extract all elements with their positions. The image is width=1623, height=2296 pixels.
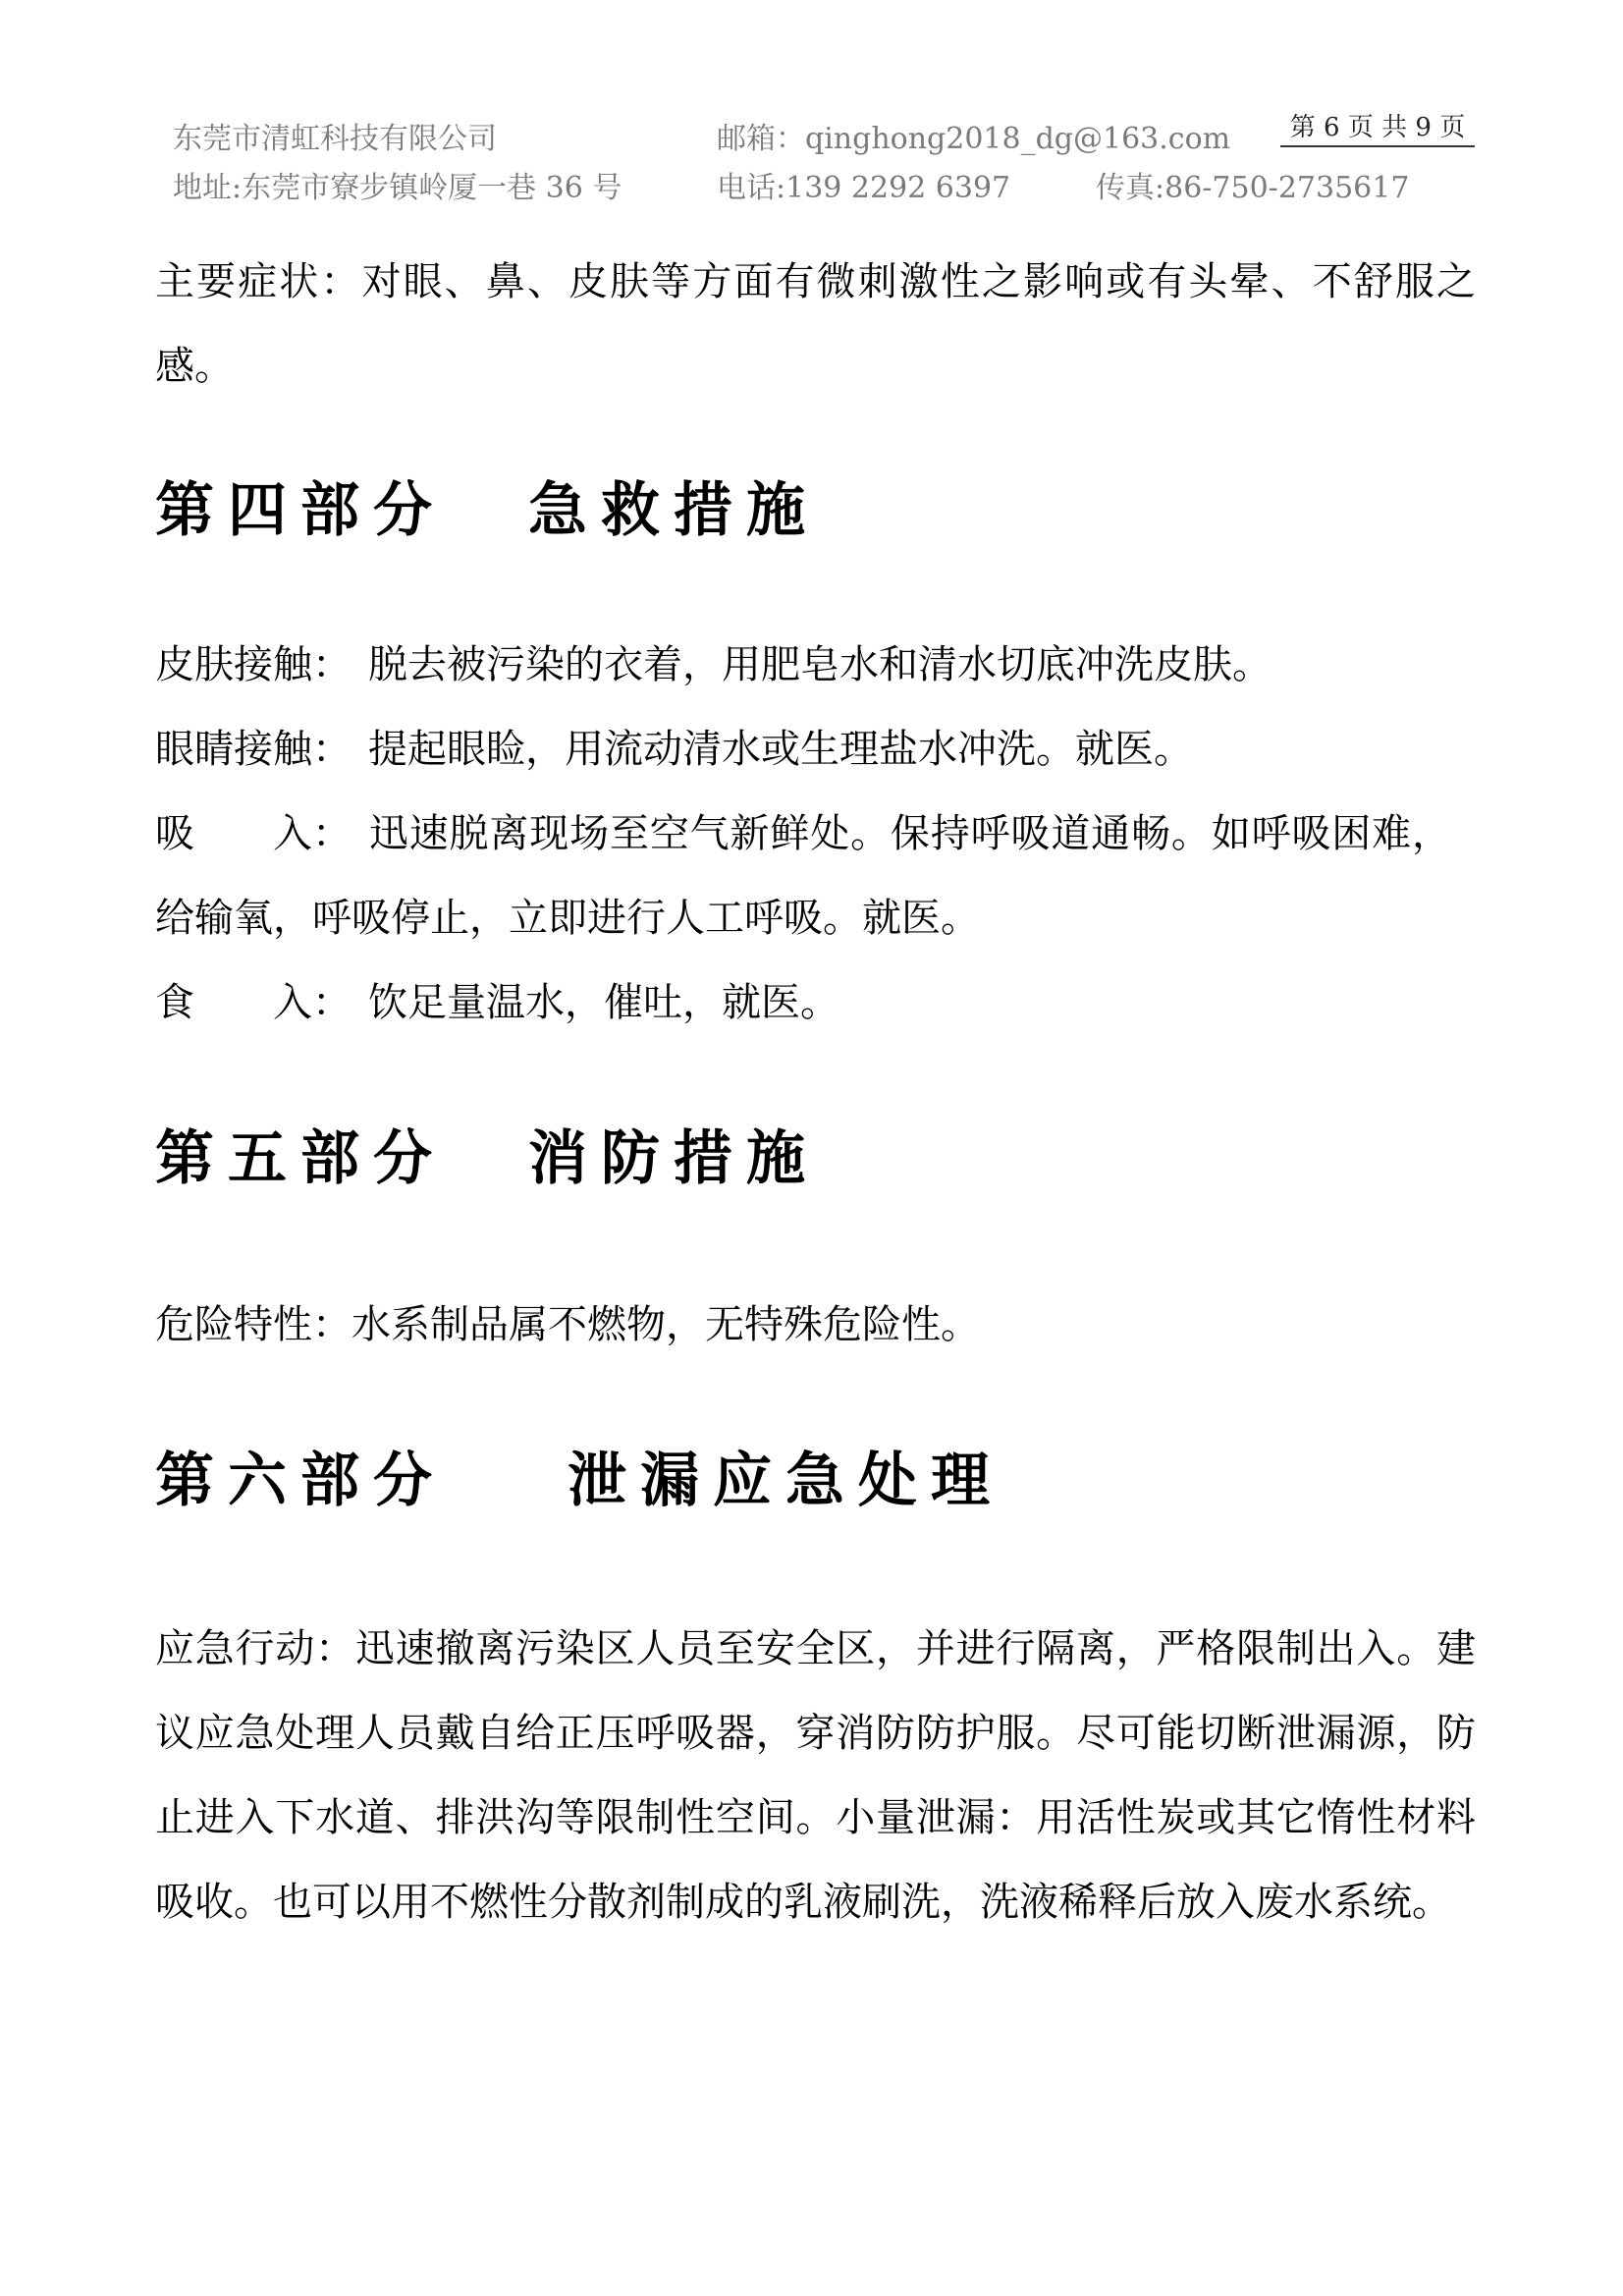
skin-label: 皮肤接触：: [155, 642, 352, 687]
page-number: 第 6 页 共 9 页: [1280, 110, 1475, 147]
ingest-label: 食 入：: [155, 980, 352, 1025]
section6-number: 第六部分: [155, 1447, 446, 1515]
action-text: 迅速撤离污染区人员至安全区，并进行隔离，严格限制出入。建议应急处理人员戴自给正压呼吸器，穿消防防护服。尽可能切断泄漏源，防止进入下水道、排洪沟等限制性空间。小量泄漏：用活性炭或其它惰性材料吸收。也可以用不燃性分散剂制成的乳液刷洗，洗液稀释后放入废水系统。: [155, 1626, 1476, 1925]
inhale-label: 吸 入：: [155, 811, 352, 856]
skin-text: 脱去被污染的衣着，用肥皂水和清水切底冲洗皮肤。: [368, 642, 1271, 687]
section4-heading: [155, 471, 819, 550]
first-aid-skin: [155, 623, 1271, 707]
action-label: 应急行动：: [155, 1626, 355, 1671]
section6-title: 泄漏应急处理: [568, 1447, 1003, 1515]
section5-title: 消防措施: [528, 1124, 819, 1193]
header-email: 邮箱：qinghong2018_dg@163.com: [717, 122, 1231, 156]
header-fax: 传真:86-750-2735617: [1096, 171, 1410, 205]
eye-label: 眼睛接触：: [155, 727, 352, 772]
ingest-text: 饮足量温水，催吐，就医。: [368, 980, 839, 1025]
header-address: 地址:东莞市寮步镇岭厦一巷 36 号: [173, 171, 622, 205]
first-aid-eye: [155, 707, 1193, 792]
hazard-label: 危险特性：: [155, 1302, 352, 1347]
eye-text: 提起眼睑，用流动清水或生理盐水冲洗。就医。: [368, 727, 1193, 772]
inhale-text: 迅速脱离现场至空气新鲜处。保持呼吸道通畅。如呼吸困难，给输氧，呼吸停止，立即进行人工呼吸。就医。: [155, 811, 1451, 941]
section4-title: 急救措施: [528, 476, 819, 545]
emergency-action: [155, 1607, 1476, 1944]
section4-number: 第四部分: [155, 476, 446, 545]
header-phone: 电话:139 2292 6397: [717, 171, 1011, 205]
fire-hazard: [155, 1283, 980, 1367]
hazard-text: 水系制品属不燃物，无特殊危险性。: [352, 1302, 980, 1347]
section5-number: 第五部分: [155, 1124, 446, 1193]
header-company: 东莞市清虹科技有限公司: [173, 122, 497, 156]
symptoms-paragraph: 主要症状：对眼、鼻、皮肤等方面有微刺激性之影响或有头晕、不舒服之感。: [155, 259, 1476, 389]
first-aid-ingest: [155, 960, 839, 1045]
first-aid-inhale: [155, 792, 1451, 960]
section6-heading: [155, 1442, 1003, 1520]
section5-heading: [155, 1120, 819, 1198]
